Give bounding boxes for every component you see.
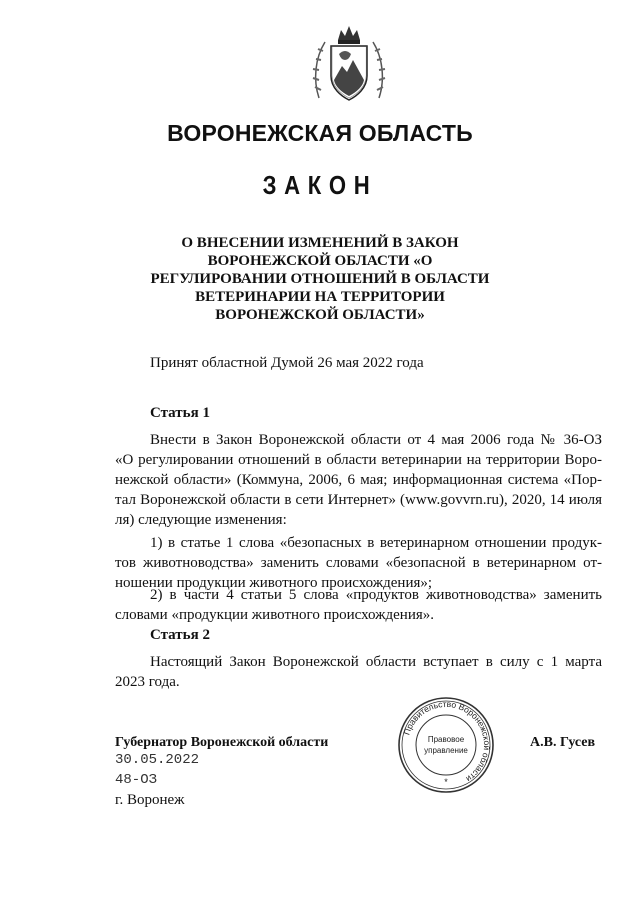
paragraph-line: «О регулировании отношений в области ветеринарии на территории Воро- <box>115 452 602 468</box>
stamp-star: * <box>444 777 448 787</box>
signatory-name: А.В. Гусев <box>530 735 596 750</box>
law-title <box>150 234 490 324</box>
law-title-line: РЕГУЛИРОВАНИИ ОТНОШЕНИЙ В ОБЛАСТИ <box>150 271 490 287</box>
paragraph-line: Настоящий Закон Воронежской области вступает в силу с 1 марта <box>150 654 602 670</box>
paragraph-line: 2) в части 4 статьи 5 слова «продуктов животноводства» заменить <box>150 587 602 603</box>
stamp-inner-text: Правовое <box>427 735 465 744</box>
article-1-item-2 <box>115 585 602 625</box>
signatory-title: Губернатор Воронежской области <box>115 735 329 750</box>
stamp-inner-text: управление <box>424 746 468 755</box>
article-1-intro <box>115 430 602 530</box>
paragraph-line: ля) следующие изменения: <box>115 512 287 528</box>
paragraph-line: 1) в статье 1 слова «безопасных в ветеринарном отношении продук- <box>150 535 602 551</box>
paragraph-line: тал Воронежской области в сети Интернет» (www.govvrn.ru), 2020, 14 июля <box>115 492 602 508</box>
paragraph-line: тов животноводства» заменить словами «безопасной в ветеринарном от- <box>115 555 602 571</box>
coat-of-arms-icon <box>311 20 387 106</box>
paragraph-line: словами «продукции животного происхождения». <box>115 607 435 623</box>
law-title-line: ВОРОНЕЖСКОЙ ОБЛАСТИ» <box>215 307 425 323</box>
article-1-item-1 <box>115 533 602 593</box>
law-number: 48-ОЗ <box>115 772 158 788</box>
paragraph-line: 2023 года. <box>115 674 180 690</box>
article-2-text <box>115 652 602 692</box>
signing-date: 30.05.2022 <box>115 752 200 768</box>
document-type-heading: ЗАКОН <box>262 170 378 200</box>
law-title-line: О ВНЕСЕНИИ ИЗМЕНЕНИЙ В ЗАКОН <box>181 235 459 251</box>
signing-city: г. Воронеж <box>115 792 185 808</box>
stamp-outer-text: Правительство Воронежской области <box>401 698 493 785</box>
adoption-statement: Принят областной Думой 26 мая 2022 года <box>150 355 424 371</box>
region-heading: ВОРОНЕЖСКАЯ ОБЛАСТЬ <box>167 120 473 146</box>
article-2-heading: Статья 2 <box>150 627 210 643</box>
law-title-line: ВОРОНЕЖСКОЙ ОБЛАСТИ «О <box>207 253 433 269</box>
paragraph-line: нежской области» (Коммуна, 2006, 6 мая; информационная система «Пор- <box>115 472 602 488</box>
article-1-heading: Статья 1 <box>150 405 210 421</box>
law-title-line: ВЕТЕРИНАРИИ НА ТЕРРИТОРИИ <box>195 289 445 305</box>
paragraph-line: Внести в Закон Воронежской области от 4 мая 2006 года № 36-ОЗ <box>150 432 602 448</box>
official-stamp <box>396 695 496 795</box>
paragraph-line: ношении продукции животного происхождения»; <box>115 575 433 591</box>
